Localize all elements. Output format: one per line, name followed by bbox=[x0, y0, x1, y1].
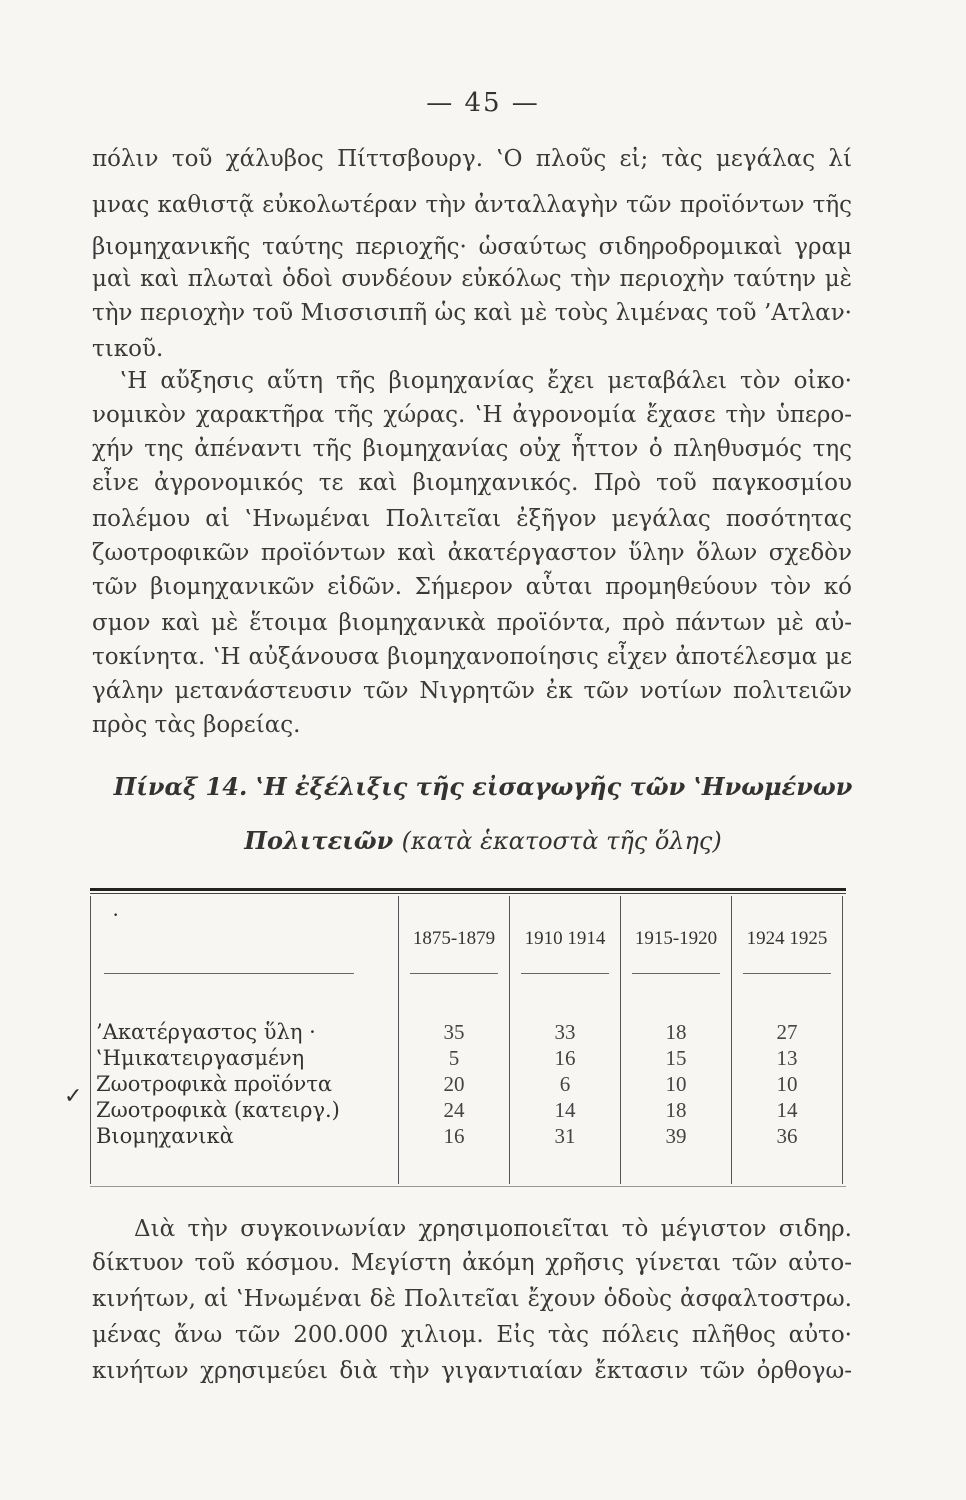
table-cell: 13 bbox=[776, 1046, 798, 1070]
row-label: Ζωοτροφικὰ προϊόντα bbox=[96, 1072, 333, 1096]
text-line: ζωοτροφικῶν προϊόντων καὶ ἀκατέργαστον ὕλην ὅλων σχεδὸν bbox=[92, 540, 852, 566]
text-line: τικοῦ. bbox=[92, 336, 164, 362]
table-cell: 16 bbox=[443, 1124, 465, 1148]
table-top-rule bbox=[90, 888, 846, 891]
text-line: πρὸς τὰς βορείας. bbox=[92, 712, 301, 738]
import-table bbox=[90, 888, 846, 1188]
table-cell: 35 bbox=[443, 1020, 465, 1044]
text-line: μένας ἄνω τῶν 200.000 χιλιομ. Εἰς τὰς πόλεις πλῆθος αὐτο· bbox=[92, 1322, 852, 1348]
table-title-cont: Πολιτειῶν bbox=[244, 826, 394, 855]
text-line: βιομηχανικῆς ταύτης περιοχῆς· ὡσαύτως σιδηροδρομικαὶ γραμ bbox=[92, 234, 852, 260]
table-cell: 24 bbox=[443, 1098, 465, 1122]
table-subtitle: (κατὰ ἑκατοστὰ τῆς ὅλης) bbox=[401, 827, 722, 855]
table-bottom-rule bbox=[90, 1186, 846, 1187]
table-cell: 10 bbox=[665, 1072, 687, 1096]
column-header: 1910 1914 bbox=[524, 928, 606, 949]
text-line: Διὰ τὴν συγκοινωνίαν χρησιμοποιεῖται τὸ μέγιστον σιδηρ. bbox=[134, 1216, 852, 1242]
text-line: νομικὸν χαρακτῆρα τῆς χώρας. ‛Η ἀγρονομία ἔχασε τὴν ὑπερο- bbox=[92, 402, 852, 428]
table-corner-mark: · bbox=[112, 902, 120, 927]
table-cell: 31 bbox=[554, 1124, 576, 1148]
column-header: 1924 1925 bbox=[746, 928, 828, 949]
table-cell: 10 bbox=[776, 1072, 798, 1096]
table-cell: 36 bbox=[776, 1124, 798, 1148]
header-separator bbox=[410, 973, 498, 974]
table-caption-line2 bbox=[0, 826, 966, 855]
table-top-rule-thin bbox=[90, 893, 846, 894]
text-line: μαὶ καὶ πλωταὶ ὁδοὶ συνδέουν εὐκόλως τὴν περιοχὴν ταύτην μὲ bbox=[92, 266, 852, 292]
text-line: κινήτων χρησιμεύει διὰ τὴν γιγαντιαίαν ἔκτασιν τῶν ὀρθογω- bbox=[92, 1358, 852, 1384]
table-cell: 16 bbox=[554, 1046, 576, 1070]
table-border-left bbox=[90, 896, 91, 1184]
table-label: Πίναξ 14. bbox=[113, 772, 248, 801]
page-number: — 45 — bbox=[426, 88, 540, 118]
text-line: μνας καθιστᾷ εὐκολωτέραν τὴν ἀνταλλαγὴν τῶν προϊόντων τῆς bbox=[92, 192, 852, 218]
text-line: τὴν περιοχὴν τοῦ Μισσισιπῆ ὡς καὶ μὲ τοὺς λιμένας τοῦ ’Ατλαν· bbox=[92, 300, 852, 326]
header-separator bbox=[632, 973, 720, 974]
row-label: ‛Ημικατειργασμένη bbox=[96, 1046, 305, 1070]
row-label: Ζωοτροφικὰ (κατειργ.) bbox=[96, 1098, 340, 1122]
column-header: 1915-1920 bbox=[634, 928, 718, 949]
text-line: πολέμου αἱ ‛Ηνωμέναι Πολιτεῖαι ἐξῆγον μεγάλας ποσότητας bbox=[92, 506, 852, 532]
table-cell: 18 bbox=[665, 1098, 687, 1122]
header-separator bbox=[104, 973, 354, 974]
table-caption-line1 bbox=[0, 772, 966, 801]
text-line: εἶνε ἀγρονομικός τε καὶ βιομηχανικός. Πρὸ τοῦ παγκοσμίου bbox=[92, 470, 852, 496]
table-cell: 14 bbox=[776, 1098, 798, 1122]
text-line: δίκτυον τοῦ κόσμου. Μεγίστη ἀκόμη χρῆσις γίνεται τῶν αὐτο- bbox=[92, 1250, 852, 1276]
table-title: ‛Η ἐξέλιξις τῆς εἰσαγωγῆς τῶν ‛Ηνωμένων bbox=[255, 772, 853, 801]
row-label: ’Ακατέργαστος ὕλη · bbox=[96, 1020, 316, 1044]
text-line: κινήτων, αἱ ‛Ηνωμέναι δὲ Πολιτεῖαι ἔχουν ὁδοὺς ἀσφαλτοστρω. bbox=[92, 1286, 852, 1312]
table-cell: 15 bbox=[665, 1046, 687, 1070]
table-cell: 27 bbox=[776, 1020, 798, 1044]
text-line: τοκίνητα. ‛Η αὐξάνουσα βιομηχανοποίησις εἶχεν ἀποτέλεσμα με bbox=[92, 644, 852, 670]
table-cell: 14 bbox=[554, 1098, 576, 1122]
table-border-right bbox=[842, 896, 843, 1184]
text-line: πόλιν τοῦ χάλυβος Πίττσβουργ. ‛Ο πλοῦς εἰ; τὰς μεγάλας λί bbox=[92, 146, 852, 172]
column-header: 1875-1879 bbox=[412, 928, 496, 949]
text-line: ‛Η αὔξησις αὕτη τῆς βιομηχανίας ἔχει μεταβάλει τὸν οἰκο· bbox=[120, 368, 852, 394]
row-label: Βιομηχανικὰ bbox=[96, 1124, 234, 1148]
table-cell: 33 bbox=[554, 1020, 576, 1044]
table-cell: 5 bbox=[448, 1046, 460, 1070]
table-cell: 18 bbox=[665, 1020, 687, 1044]
text-line: χήν της ἀπέναντι τῆς βιομηχανίας οὐχ ἧττον ὁ πληθυσμός της bbox=[92, 436, 852, 462]
table-cell: 6 bbox=[559, 1072, 571, 1096]
header-separator bbox=[743, 973, 831, 974]
text-line: σμον καὶ μὲ ἕτοιμα βιομηχανικὰ προϊόντα, πρὸ πάντων μὲ αὐ- bbox=[92, 610, 852, 636]
header-separator bbox=[521, 973, 609, 974]
text-line: γάλην μετανάστευσιν τῶν Νιγρητῶν ἐκ τῶν νοτίων πολιτειῶν bbox=[92, 678, 852, 704]
table-cell: 20 bbox=[443, 1072, 465, 1096]
table-cell: 39 bbox=[665, 1124, 687, 1148]
text-line: τῶν βιομηχανικῶν εἰδῶν. Σήμερον αὗται προμηθεύουν τὸν κό bbox=[92, 574, 852, 600]
margin-checkmark: ✓ bbox=[64, 1084, 83, 1109]
